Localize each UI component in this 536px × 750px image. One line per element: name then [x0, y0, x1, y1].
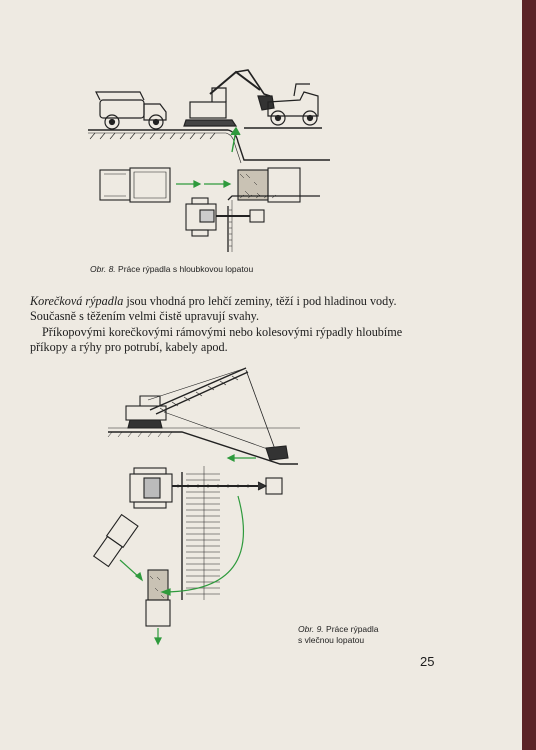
paragraph-1-text: jsou vhodná pro lehčí zeminy, těží i pod hladinou vody. Současně s těžením velmi čistě upravují svahy. [30, 294, 397, 323]
figure-9-caption-line-1 [298, 624, 379, 635]
figure-8-title: Práce rýpadla s hloubkovou lopatou [118, 264, 254, 274]
figure-8-label: Obr. 8. [90, 264, 116, 274]
paragraph-2-text: Příkopovými korečkovými rámovými nebo kolesovými rýpadly hloubíme příkopy a rýhy pro potrubí, kabely apod. [30, 325, 403, 354]
term-korečková-rýpadla: Korečková rýpadla [30, 294, 124, 308]
page-number: 25 [420, 654, 435, 669]
figure-9-label: Obr. 9. [298, 624, 324, 634]
figure-9-title-line2: s vlečnou lopatou [298, 635, 365, 645]
book-binding-edge [522, 0, 536, 750]
fig9-plan-view [93, 466, 282, 626]
figure-9-caption [298, 624, 379, 646]
figure-9-title-line1: Práce rýpadla [326, 624, 379, 634]
fig9-elevation-arrow [228, 455, 256, 461]
fig9-elevation-view [108, 368, 300, 464]
